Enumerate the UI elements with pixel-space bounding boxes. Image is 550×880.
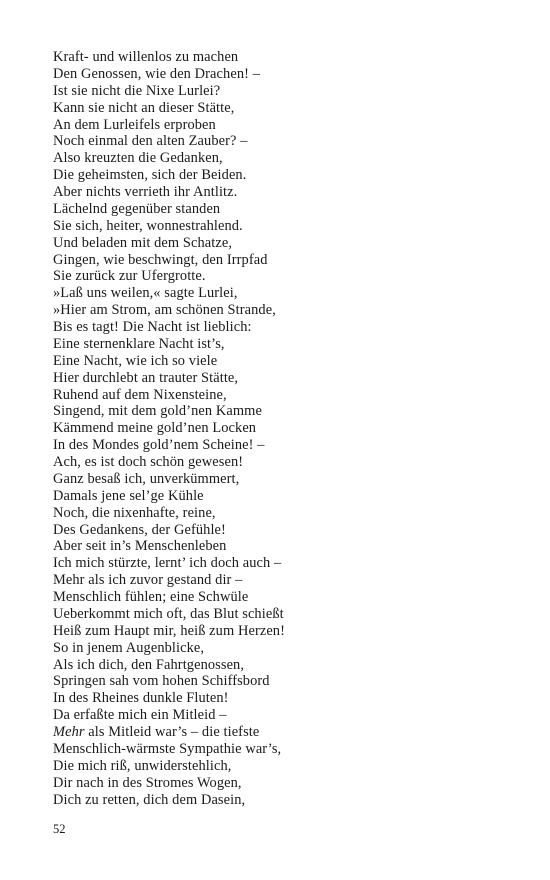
poem-line: Ach, es ist doch schön gewesen! <box>53 454 244 470</box>
poem-line: Also kreuzten die Gedanken, <box>53 150 223 167</box>
poem-line: Ganz besaß ich, unverkümmert, <box>53 470 240 487</box>
poem-line: In des Mondes gold’nem Scheine! – <box>53 437 265 454</box>
poem-line <box>53 724 285 741</box>
poem-line: Menschlich-wärmste Sympathie war’s, <box>53 740 282 757</box>
poem-line: Und beladen mit dem Schatze, <box>53 234 233 251</box>
poem-line: Aber seit in’s Menschenleben <box>53 538 227 555</box>
poem-line: Ruhend auf dem Nixensteine, <box>53 386 227 403</box>
poem-line: Sie sich, heiter, wonnestrahlend. <box>53 217 243 234</box>
poem-line: Mehr als ich zuvor gestand dir – <box>53 572 243 589</box>
poem-line: Heiß zum Haupt mir, heiß zum Herzen! <box>53 622 285 639</box>
page-number: 52 <box>53 822 66 836</box>
poem-line: Lächelnd gegenüber standen <box>53 200 221 217</box>
poem-line: Ueberkommt mich oft, das Blut schießt <box>53 605 284 622</box>
poem-line: Ich mich stürzte, lernt’ ich doch auch – <box>53 555 282 572</box>
poem-line: Sie zurück zur Ufergrotte. <box>53 268 206 285</box>
poem-text <box>53 49 285 808</box>
poem-line: Noch einmal den alten Zauber? – <box>53 133 248 150</box>
poem-line: Da erfaßte mich ein Mitleid – <box>53 707 227 724</box>
poem-line: Aber nichts verrieth ihr Antlitz. <box>53 184 238 200</box>
poem-line: Singend, mit dem gold’nen Kamme <box>53 403 262 420</box>
poem-line: Den Genossen, wie den Drachen! – <box>53 65 260 82</box>
poem-line: So in jenem Augenblicke, <box>53 639 205 656</box>
poem-line: Kämmend meine gold’nen Locken <box>53 420 257 437</box>
poem-line: Damals jene sel’ge Kühle <box>53 487 204 504</box>
poem-line: Eine sternenklare Nacht ist’s, <box>53 335 225 352</box>
poem-line: In des Rheines dunkle Fluten! <box>53 690 229 707</box>
poem-line: Bis es tagt! Die Nacht ist lieblich: <box>53 319 252 335</box>
emphasized-word: Mehr <box>53 724 85 740</box>
poem-line: Ist sie nicht die Nixe Lurlei? <box>53 82 221 99</box>
poem-line: Als ich dich, den Fahrtgenossen, <box>53 656 245 673</box>
poem-line: Kann sie nicht an dieser Stätte, <box>53 99 235 116</box>
poem-line: Gingen, wie beschwingt, den Irrpfad <box>53 251 268 268</box>
poem-line: Dich zu retten, dich dem Dasein, <box>53 791 246 808</box>
poem-line: Dir nach in des Stromes Wogen, <box>53 774 242 791</box>
line-remainder: als Mitleid war’s – die tiefste <box>84 724 260 740</box>
poem-line: Noch, die nixenhafte, reine, <box>53 504 216 521</box>
poem-line: »Laß uns weilen,« sagte Lurlei, <box>53 285 238 302</box>
poem-line: Hier durchlebt an trauter Stätte, <box>53 369 239 386</box>
poem-line: Die mich riß, unwiderstehlich, <box>53 757 232 774</box>
poem-line: Kraft- und willenlos zu machen <box>53 49 239 65</box>
poem-line: Menschlich fühlen; eine Schwüle <box>53 589 249 605</box>
poem-line: Eine Nacht, wie ich so viele <box>53 352 218 369</box>
poem-line: Springen sah vom hohen Schiffsbord <box>53 673 270 690</box>
poem-line: »Hier am Strom, am schönen Strande, <box>53 302 276 319</box>
poem-line: Des Gedankens, der Gefühle! <box>53 521 226 538</box>
poem-line: Die geheimsten, sich der Beiden. <box>53 167 247 184</box>
poem-line: An dem Lurleifels erproben <box>53 116 216 133</box>
